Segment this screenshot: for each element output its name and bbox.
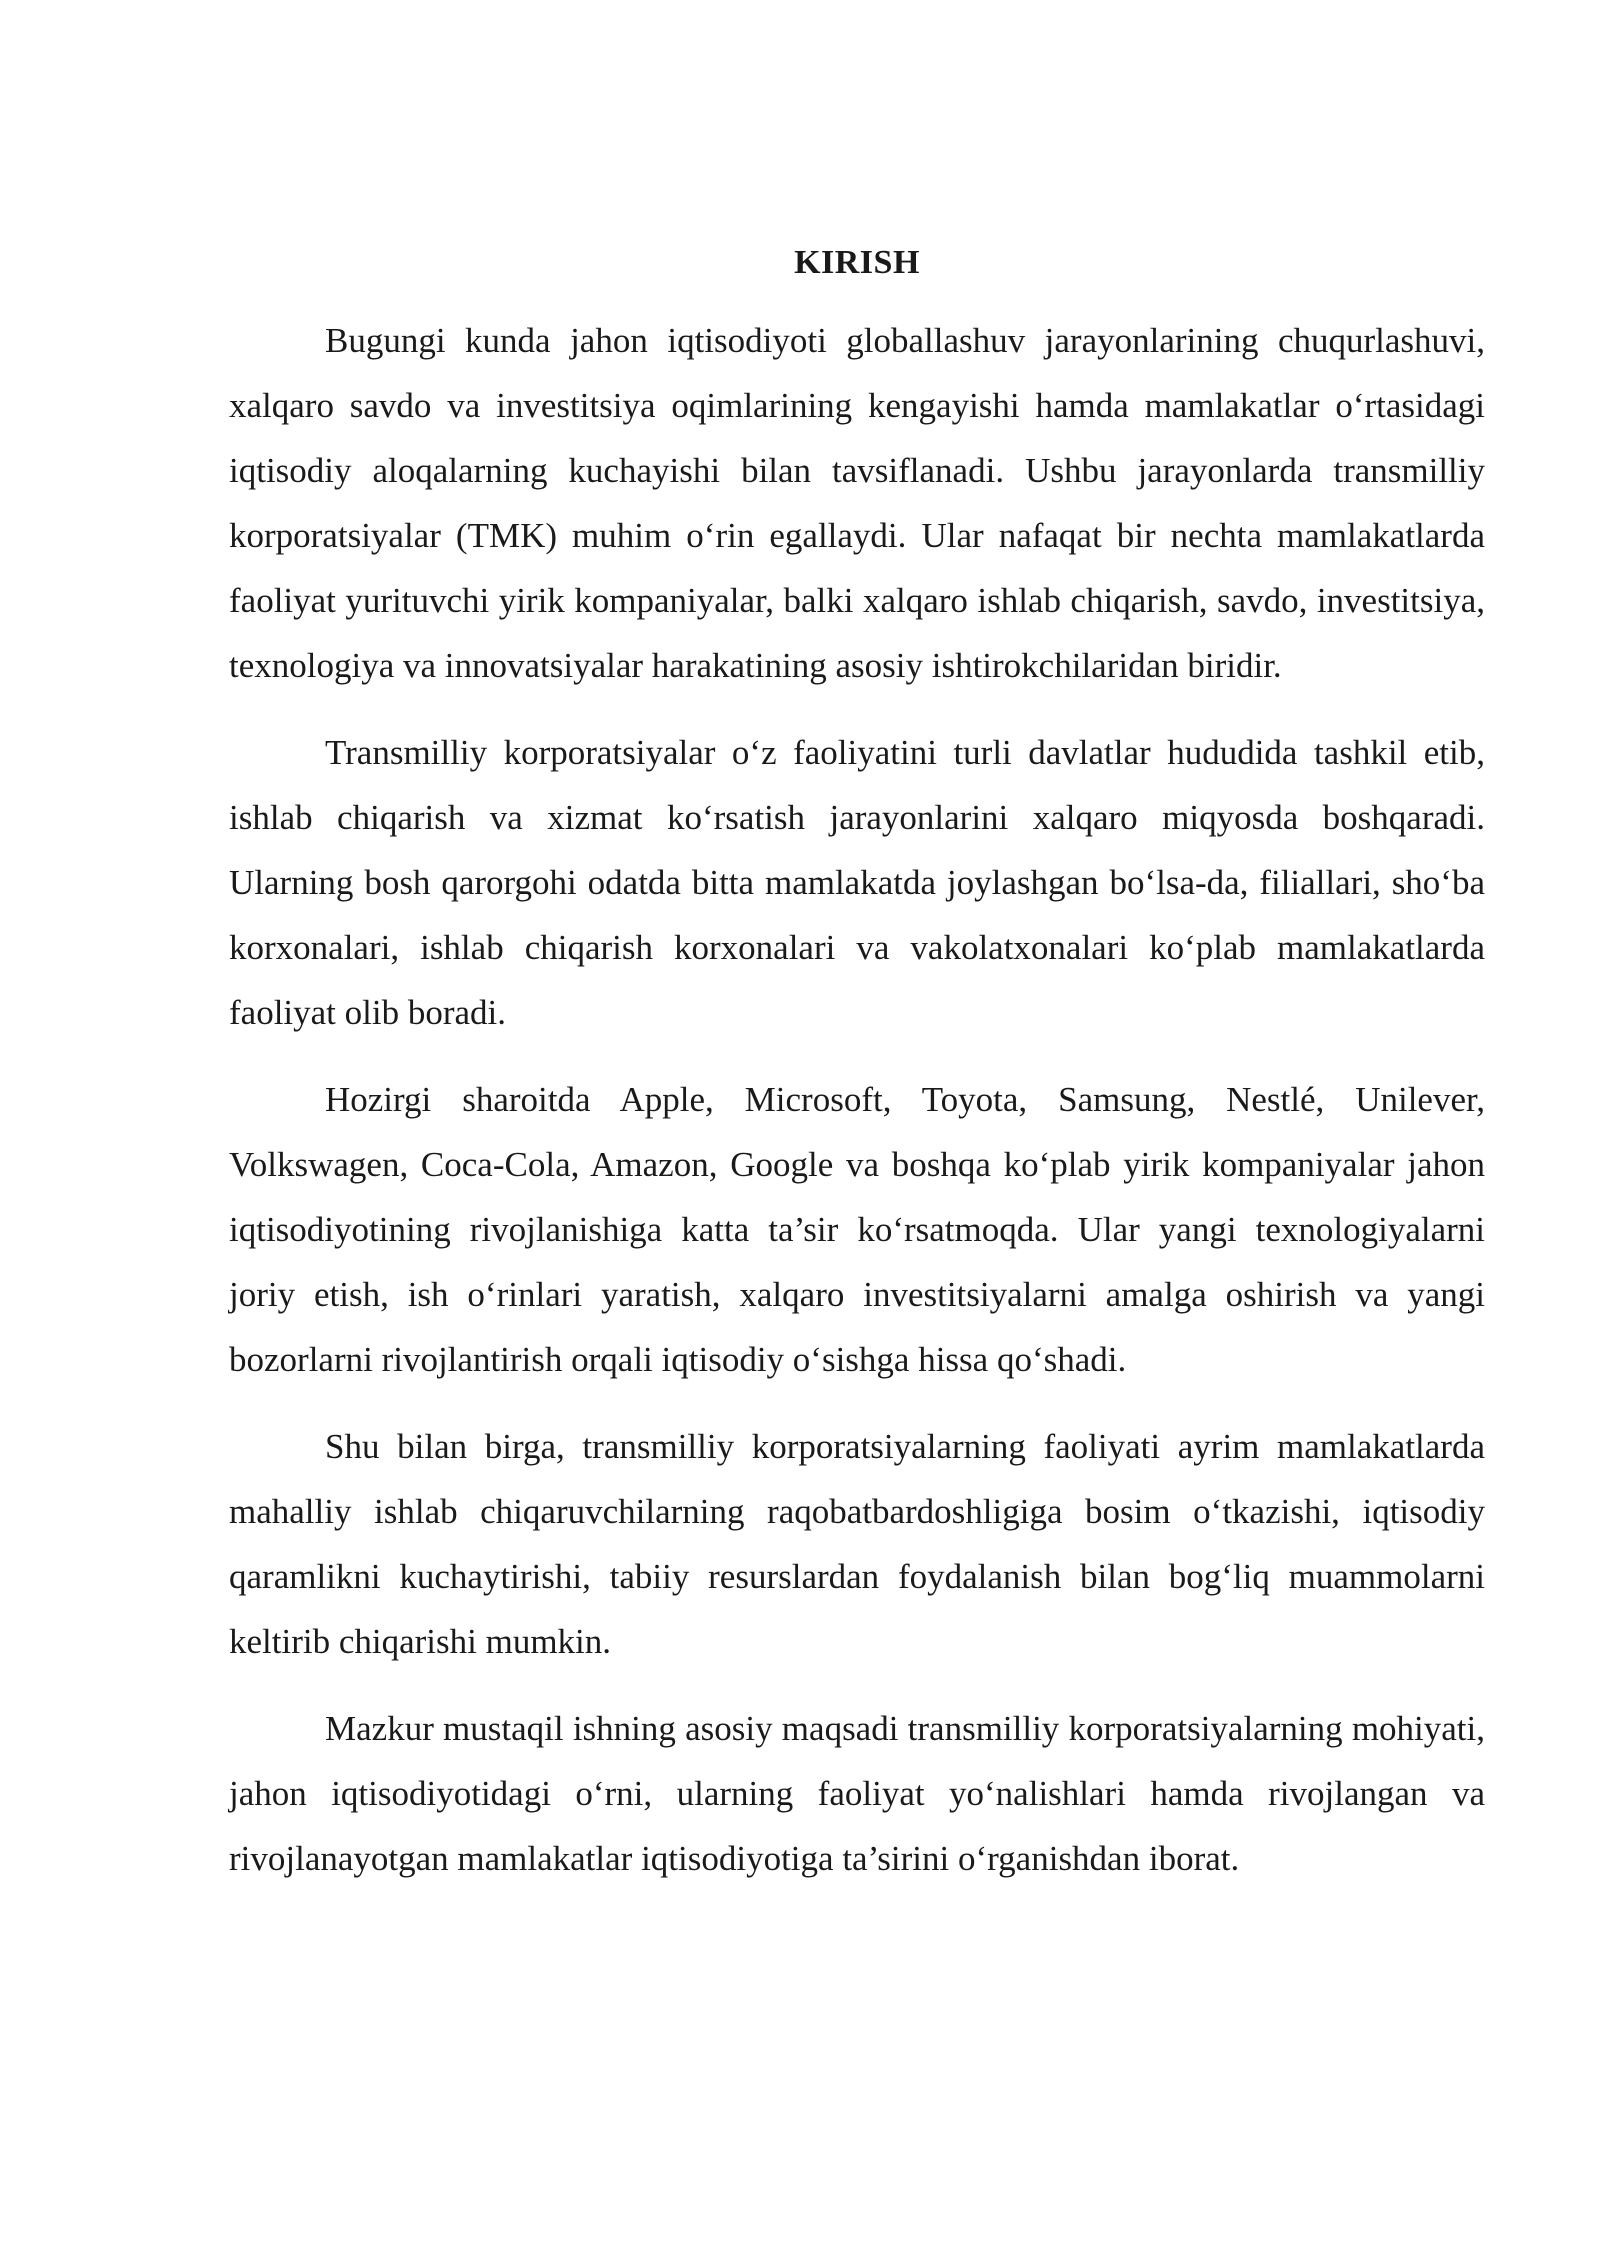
- paragraph-1: Bugungi kunda jahon iqtisodiyoti globallashuv jarayonlarining chuqurlashuvi, xalqaro savdo va investitsiya oqimlarining kengayishi hamda mamlakatlar o‘rtasidagi iqtisodiy aloqalarning kuchayishi bilan tavsiflanadi. Ushbu jarayonlarda transmilliy korporatsiyalar (TMK) muhim o‘rin egallaydi. Ular nafaqat bir nechta mamlakatlarda faoliyat yurituvchi yirik kompaniyalar, balki xalqaro ishlab chiqarish, savdo, investitsiya, texnologiya va innovatsiyalar harakatining asosiy ishtirokchilaridan biridir.: [229, 321, 1485, 685]
- paragraph-5: Mazkur mustaqil ishning asosiy maqsadi transmilliy korporatsiyalarning mohiyati, jahon iqtisodiyotidagi o‘rni, ularning faoliyat yo‘nalishlari hamda rivojlangan va rivojlanayotgan mamlakatlar iqtisodiyotiga ta’sirini o‘rganishdan iborat.: [229, 1709, 1485, 1878]
- paragraph-2: Transmilliy korporatsiyalar o‘z faoliyatini turli davlatlar hududida tashkil etib, ishlab chiqarish va xizmat ko‘rsatish jarayonlarini xalqaro miqyosda boshqaradi. Ularning bosh qarorgohi odatda bitta mamlakatda joylashgan bo‘lsa-da, filiallari, sho‘ba korxonalari, ishlab chiqarish korxonalari va vakolatxonalari ko‘plab mamlakatlarda faoliyat olib boradi.: [229, 733, 1485, 1032]
- paragraph-4: Shu bilan birga, transmilliy korporatsiyalarning faoliyati ayrim mamlakatlarda mahalliy ishlab chiqaruvchilarning raqobatbardoshligiga bosim o‘tkazishi, iqtisodiy qaramlikni kuchaytirishi, tabiiy resurslardan foydalanish bilan bog‘liq muammolarni keltirib chiqarishi mumkin.: [229, 1427, 1485, 1661]
- document-body: [229, 238, 1485, 1913]
- page-title: KIRISH: [794, 244, 920, 281]
- paragraph-3: Hozirgi sharoitda Apple, Microsoft, Toyota, Samsung, Nestlé, Unilever, Volkswagen, Coca-Cola, Amazon, Google va boshqa ko‘plab yirik kompaniyalar jahon iqtisodiyotining rivojlanishiga katta ta’sir ko‘rsatmoqda. Ular yangi texnologiyalarni joriy etish, ish o‘rinlari yaratish, xalqaro investitsiyalarni amalga oshirish va yangi bozorlarni rivojlantirish orqali iqtisodiy o‘sishga hissa qo‘shadi.: [229, 1080, 1485, 1379]
